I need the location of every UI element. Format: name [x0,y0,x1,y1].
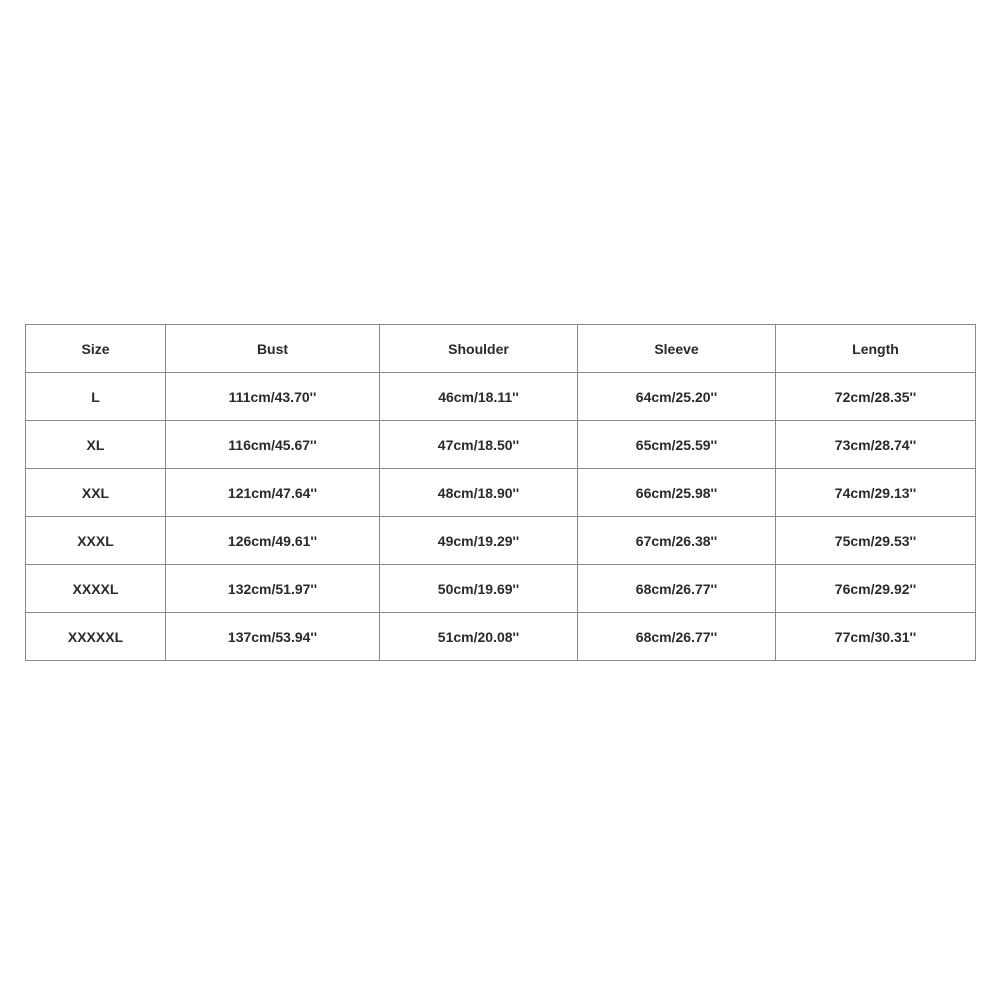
table-row [26,421,976,469]
size-chart-table [25,324,976,661]
header-sleeve: Sleeve [578,325,776,373]
cell-sleeve: 66cm/25.98'' [578,469,776,517]
cell-bust: 137cm/53.94'' [166,613,380,661]
header-size: Size [26,325,166,373]
cell-size: XXXXL [26,565,166,613]
cell-shoulder: 50cm/19.69'' [380,565,578,613]
cell-shoulder: 49cm/19.29'' [380,517,578,565]
cell-sleeve: 64cm/25.20'' [578,373,776,421]
cell-bust: 121cm/47.64'' [166,469,380,517]
cell-bust: 116cm/45.67'' [166,421,380,469]
cell-size: XXXL [26,517,166,565]
cell-shoulder: 51cm/20.08'' [380,613,578,661]
cell-size: XL [26,421,166,469]
table-row [26,565,976,613]
cell-size: XXXXXL [26,613,166,661]
cell-sleeve: 68cm/26.77'' [578,613,776,661]
header-shoulder: Shoulder [380,325,578,373]
header-length: Length [776,325,976,373]
cell-sleeve: 65cm/25.59'' [578,421,776,469]
cell-size: L [26,373,166,421]
cell-shoulder: 47cm/18.50'' [380,421,578,469]
cell-bust: 126cm/49.61'' [166,517,380,565]
cell-bust: 111cm/43.70'' [166,373,380,421]
cell-sleeve: 67cm/26.38'' [578,517,776,565]
cell-shoulder: 48cm/18.90'' [380,469,578,517]
cell-length: 73cm/28.74'' [776,421,976,469]
cell-shoulder: 46cm/18.11'' [380,373,578,421]
cell-sleeve: 68cm/26.77'' [578,565,776,613]
cell-length: 75cm/29.53'' [776,517,976,565]
table-header-row [26,325,976,373]
table-row [26,373,976,421]
cell-length: 77cm/30.31'' [776,613,976,661]
table-row [26,517,976,565]
cell-size: XXL [26,469,166,517]
cell-length: 74cm/29.13'' [776,469,976,517]
table-row [26,469,976,517]
cell-length: 72cm/28.35'' [776,373,976,421]
table-row [26,613,976,661]
header-bust: Bust [166,325,380,373]
cell-bust: 132cm/51.97'' [166,565,380,613]
cell-length: 76cm/29.92'' [776,565,976,613]
